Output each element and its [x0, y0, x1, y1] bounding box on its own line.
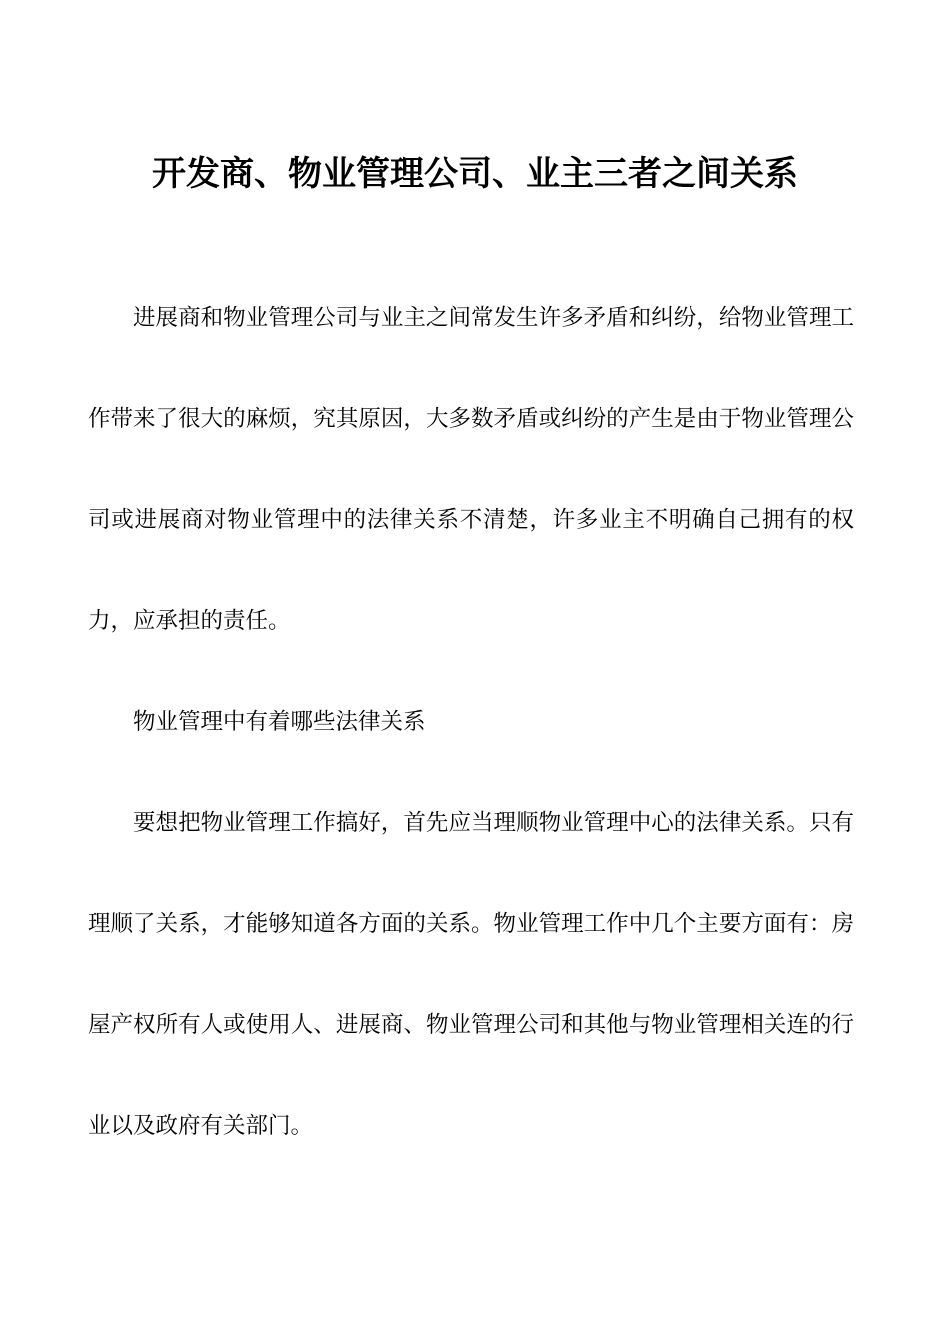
paragraph-intro: 进展商和物业管理公司与业主之间常发生许多矛盾和纠纷，给物业管理工作带来了很大的麻烦，究其原因，大多数矛盾或纠纷的产生是由于物业管理公司或进展商对物业管理中的法律关系不清楚，许多业主不明确自己拥有的权力，应承担的责任。: [88, 305, 854, 634]
paragraph-relations: 要想把物业管理工作搞好，首先应当理顺物业管理中心的法律关系。只有理顺了关系，才能够知道各方面的关系。物业管理工作中几个主要方面有：房屋产权所有人或使用人、进展商、物业管理公司和其他与物业管理相关连的行业以及政府有关部门。: [88, 810, 854, 1139]
document-body: [88, 268, 854, 1177]
paragraph-section-heading: 物业管理中有着哪些法律关系: [133, 709, 426, 735]
document-title: 开发商、物业管理公司、业主三者之间关系: [152, 154, 798, 194]
